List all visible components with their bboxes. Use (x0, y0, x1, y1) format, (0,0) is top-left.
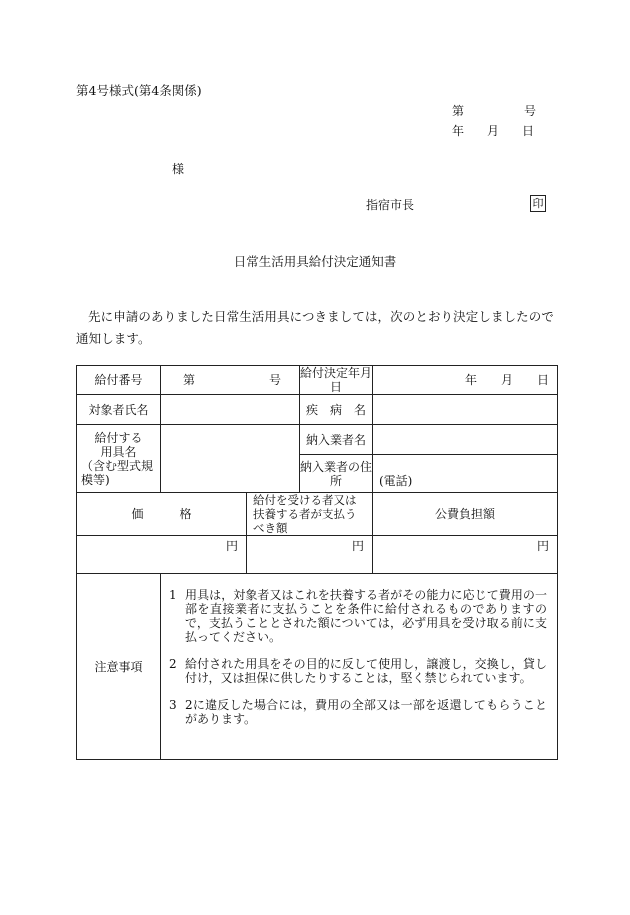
notes-content (161, 574, 558, 760)
item-name-value (161, 425, 300, 493)
note-item (169, 657, 547, 685)
item-name-label (77, 425, 161, 493)
note-number: 3 (169, 698, 177, 712)
disease-name-value (373, 395, 558, 425)
disease-name-label: 疾 病 名 (300, 395, 373, 425)
table-row (77, 536, 558, 574)
form-number: 第4号様式(第4条関係) (76, 83, 202, 98)
decision-date-month: 月 (500, 373, 513, 387)
supplier-address-label: 納入業者の住所 (300, 455, 373, 493)
supplier-name-label: 納入業者名 (300, 425, 373, 455)
notice-body: 先に申請のありました日常生活用具につきましては，次のとおり決定しましたので通知します。 (76, 309, 554, 346)
addressee-honorific: 様 (172, 162, 185, 176)
payment-number-dai: 第 (183, 373, 196, 387)
doc-number-go: 号 (524, 104, 537, 118)
note-number: 1 (169, 588, 177, 602)
note-number: 2 (169, 657, 177, 671)
note-text: 2に違反した場合には，費用の全部又は一部を返還してもらうことがあります。 (185, 698, 548, 726)
item-name-label-line: （含む型式規 (81, 458, 154, 473)
note-item (169, 588, 547, 644)
decision-date-day: 日 (537, 373, 550, 387)
supplier-name-value (373, 425, 558, 455)
note-item (169, 698, 547, 726)
document-title: 日常生活用具給付決定通知書 (233, 254, 397, 269)
date-month-label: 月 (487, 124, 500, 138)
public-amount-value (373, 536, 558, 574)
supplier-address-value (373, 455, 558, 493)
payer-amount-label: 給付を受ける者又は扶養する者が支払うべき額 (247, 493, 373, 536)
item-name-label-line: 用具名 (100, 444, 137, 459)
decision-date-year: 年 (464, 373, 477, 387)
date-day-label: 日 (522, 124, 535, 138)
item-name-label-line: 給付する (94, 430, 143, 445)
payment-number-label: 給付番号 (77, 366, 161, 395)
public-amount-yen: 円 (537, 539, 550, 553)
subject-name-label: 対象者氏名 (77, 395, 161, 425)
decision-date-label: 給付決定年月日 (300, 366, 373, 394)
table-row (77, 574, 558, 760)
price-value (77, 536, 247, 574)
table-row (77, 395, 558, 425)
phone-label: (電話) (379, 474, 413, 488)
item-name-label-line: 模等) (81, 472, 110, 487)
seal-mark: 印 (530, 195, 546, 212)
note-text: 用具は，対象者又はこれを扶養する者がその能力に応じて費用の一部を直接業者に支払うことを条件に給付されるものでありますので，支払うこととされた額については，必ず用具を受け取る前に支払ってください。 (185, 588, 548, 644)
public-amount-label: 公費負担額 (373, 493, 558, 536)
date-year-label: 年 (452, 124, 465, 138)
table-row (77, 366, 558, 395)
payer-amount-yen: 円 (351, 539, 364, 553)
table-row (77, 493, 558, 536)
price-yen: 円 (225, 539, 238, 553)
price-label: 価 格 (77, 493, 247, 536)
subject-name-value (161, 395, 300, 425)
notes-label: 注意事項 (77, 574, 161, 760)
note-text: 給付された用具をその目的に反して使用し，譲渡し，交換し，貸し付け，又は担保に供したりすることは，堅く禁じられています。 (185, 657, 548, 685)
issuer-name: 指宿市長 (366, 198, 415, 212)
payment-number-go: 号 (268, 373, 281, 387)
decision-table (76, 365, 558, 760)
payer-amount-value (247, 536, 373, 574)
decision-date-cell (373, 366, 558, 395)
payment-number-cell (161, 366, 300, 395)
table-row (77, 425, 558, 455)
doc-number-dai: 第 (452, 104, 465, 118)
